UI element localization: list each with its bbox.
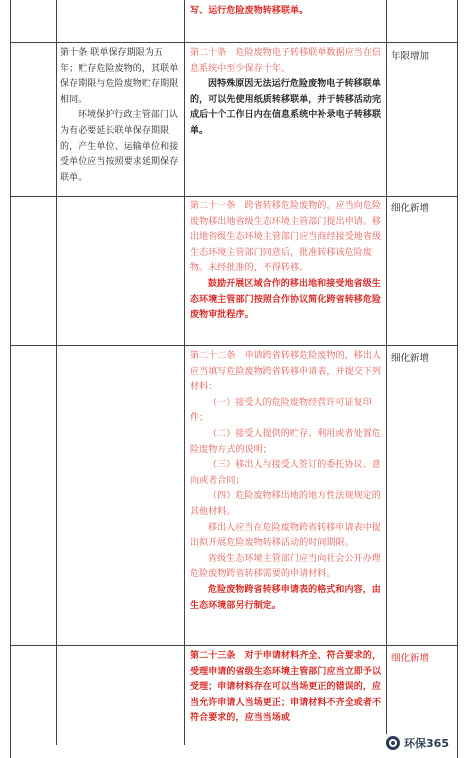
row-divider (10, 196, 457, 197)
new-article-23-para1: 第二十三条 对于申请材料齐全、符合要求的，受理申请的省级生态环境主管部门应当立即予以受理；申请材料存在可以当场更正的错误的，应当允许申请人当场更正；申请材料不齐全或者不符合要求的，应当当场或 (190, 651, 382, 724)
column-divider (184, 0, 185, 745)
old-article-10-para1: 第十条 联单保存期限为五年；贮存危险废物的，其联单保存期限与危险废物贮存期限相同。 (60, 48, 179, 105)
new-article-20-para2: 因特殊原因无法运行危险废物电子转移联单的，可以先使用纸质转移联单，并于转移活动完成后十个工作日内在信息系统中补录电子转移联单。 (190, 79, 382, 136)
watermark-text: 环保365 (404, 737, 449, 750)
row-23-new-text (190, 649, 382, 727)
row-21-note: 细化新增 (391, 203, 430, 214)
row-23-note: 细化新增 (391, 653, 430, 664)
new-article-22-para7: 省级生态环境主管部门应当向社会公开办理危险废物跨省转移需要的申请材料。 (190, 553, 381, 580)
watermark (383, 734, 452, 752)
new-article-22-para8: 危险废物跨省转移申请表的格式和内容，由生态环境部另行制定。 (190, 584, 381, 611)
new-article-21-para1: 第二十一条 跨省转移危险废物的，应当向危险废物移出地省级生态环境主管部门提出申请。移出地省级生态环境主管部门应当商经接受地省级生态环境主管部门同意后，批准转移该危险废物。未经批准的，不得转移。 (190, 201, 382, 274)
row-21-new-text (190, 199, 382, 324)
row-divider (10, 42, 457, 43)
new-article-22-item1: （一）接受人的危险废物经营许可证复印件； (190, 397, 372, 424)
circle-logo-icon (386, 736, 400, 750)
row-22-new-text (190, 349, 382, 614)
row-top-new-text: 写、运行危险废物转移联单。 (190, 6, 309, 16)
new-article-22-para1: 第二十二条 申请跨省转移危险废物的，移出人应当填写危险废物跨省转移申请表，并提交下列材料： (190, 351, 382, 393)
column-divider (56, 0, 57, 745)
row-22-note: 细化新增 (391, 353, 430, 364)
row-20-note: 年限增加 (391, 51, 430, 62)
row-20-new-text (190, 46, 382, 140)
row-divider (10, 345, 457, 346)
old-article-10-para2: 环境保护行政主管部门认为有必要延长联单保存期限的，产生单位、运输单位和接受单位应当按照要求延期保存联单。 (60, 110, 179, 183)
row-10-old-text (60, 46, 181, 186)
new-article-21-para2: 鼓励开展区域合作的移出地和接受地省级生态环境主管部门按照合作协议简化跨省转移危险废物审批程序。 (190, 278, 382, 321)
new-article-22-item3: （三）移出人与接受人签订的委托协议、意向或者合同； (190, 460, 381, 486)
row-divider (10, 645, 457, 646)
new-article-20-para1: 第二十条 危险废物电子转移联单数据应当在信息系统中至少保存十年。 (190, 48, 382, 74)
new-article-22-para6: 移出人应当在危险废物跨省转移申请表中提出拟开展危险废物转移活动的时间期限。 (190, 522, 381, 549)
column-divider (386, 0, 387, 745)
new-article-22-item4: （四）危险废物移出地的地方性法规规定的其他材料。 (190, 491, 381, 517)
new-article-22-item2: （二）接受人提供的贮存、利用或者处置危险废物方式的说明； (190, 428, 381, 455)
